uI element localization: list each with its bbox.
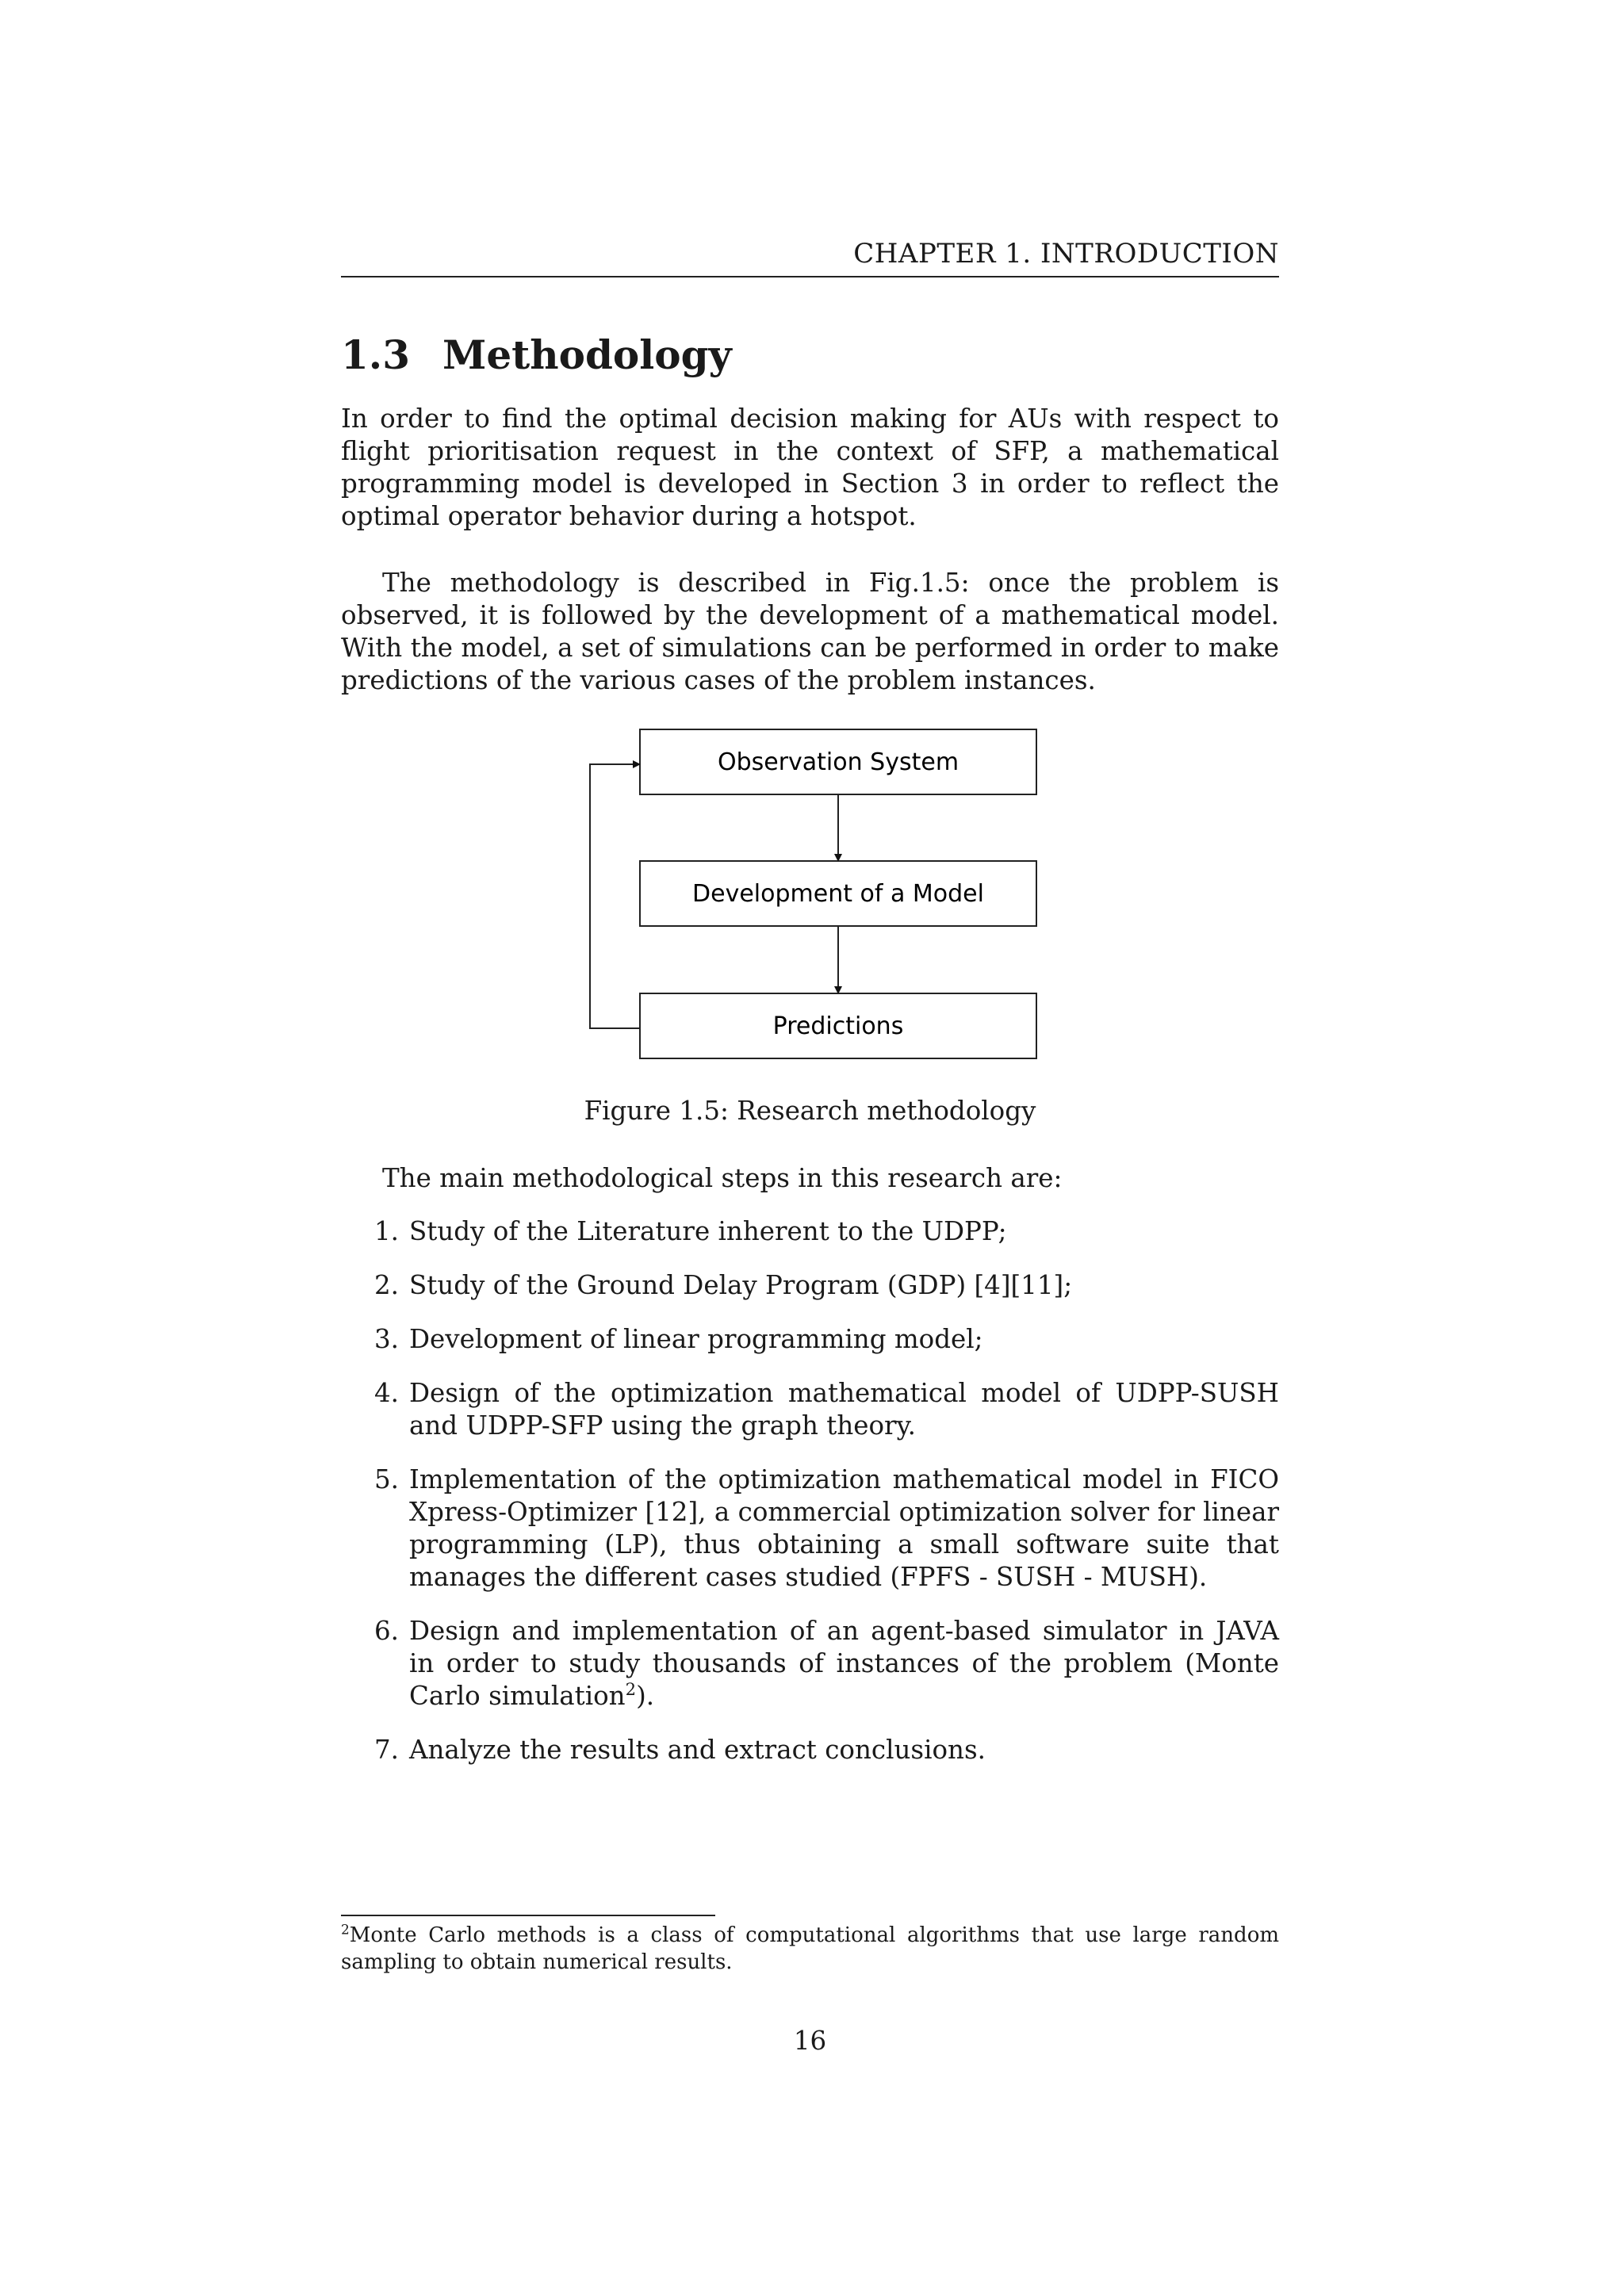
list-item-text: Implementation of the optimization mathematical model in FICO Xpress-Optimizer [12], a commercial optimization solver for linear programming (LP), thus obtaining a small software suite that manages the different cases studied (FPFS - SUSH - MUSH). xyxy=(409,1464,1279,1592)
list-item-text: Design and implementation of an agent-based simulator in JAVA in order to study thousands of instances of the problem (Monte Carlo simulation xyxy=(409,1616,1279,1711)
page-number: 16 xyxy=(793,2026,827,2056)
list-item xyxy=(341,1464,1279,1594)
footnote-mark: 2 xyxy=(341,1921,350,1938)
steps-intro: The main methodological steps in this research are: xyxy=(382,1163,1063,1193)
steps-list xyxy=(341,1215,1279,1788)
section-heading xyxy=(341,331,1279,378)
list-item-text: Study of the Ground Delay Program (GDP) [4][11]; xyxy=(409,1270,1073,1300)
list-item xyxy=(341,1615,1279,1712)
intro-paragraph: In order to find the optimal decision making for AUs with respect to flight prioritisation request in the context of SFP, a mathematical programming model is developed in Section 3 in order to reflect the optimal operator behavior during a hotspot. xyxy=(341,404,1279,531)
list-item-number: 6. xyxy=(374,1616,400,1646)
list-item-number: 3. xyxy=(374,1324,400,1354)
development-model-label: Development of a Model xyxy=(692,880,984,908)
footnote-text: Monte Carlo methods is a class of computational algorithms that use large random sampling to obtain numerical results. xyxy=(341,1923,1279,1974)
list-item-text: Analyze the results and extract conclusions. xyxy=(409,1735,986,1765)
list-item xyxy=(341,1215,1279,1248)
footnote-rule xyxy=(341,1915,715,1916)
list-item-number: 2. xyxy=(374,1270,400,1300)
list-item xyxy=(341,1377,1279,1442)
list-item-number: 4. xyxy=(374,1378,400,1408)
list-item xyxy=(341,1269,1279,1302)
footnote xyxy=(341,1922,1279,1976)
section-title: Methodology xyxy=(442,331,732,378)
list-item xyxy=(341,1734,1279,1766)
feedback-arrow xyxy=(590,764,640,1028)
list-item-text-tail: ). xyxy=(636,1681,655,1711)
footnote-reference[interactable]: 2 xyxy=(625,1679,637,1700)
list-item-text: Study of the Literature inherent to the UDPP; xyxy=(409,1216,1007,1246)
running-header: CHAPTER 1. INTRODUCTION xyxy=(341,238,1279,277)
list-item xyxy=(341,1323,1279,1356)
figure-caption: Figure 1.5: Research methodology xyxy=(584,1096,1036,1126)
methodology-diagram xyxy=(579,718,1055,1066)
list-item-number: 5. xyxy=(374,1464,400,1494)
predictions-label: Predictions xyxy=(772,1012,904,1040)
section-number: 1.3 xyxy=(341,331,410,378)
list-item-text: Development of linear programming model; xyxy=(409,1324,983,1354)
observation-system-label: Observation System xyxy=(717,748,959,776)
methodology-paragraph: The methodology is described in Fig.1.5: once the problem is observed, it is followed by the development of a mathematical model. With the model, a set of simulations can be performed in order to make predictions of the various cases of the problem instances. xyxy=(341,568,1279,695)
list-item-number: 1. xyxy=(374,1216,400,1246)
list-item-text: Design of the optimization mathematical model of UDPP-SUSH and UDPP-SFP using the graph theory. xyxy=(409,1378,1279,1441)
list-item-number: 7. xyxy=(374,1735,400,1765)
